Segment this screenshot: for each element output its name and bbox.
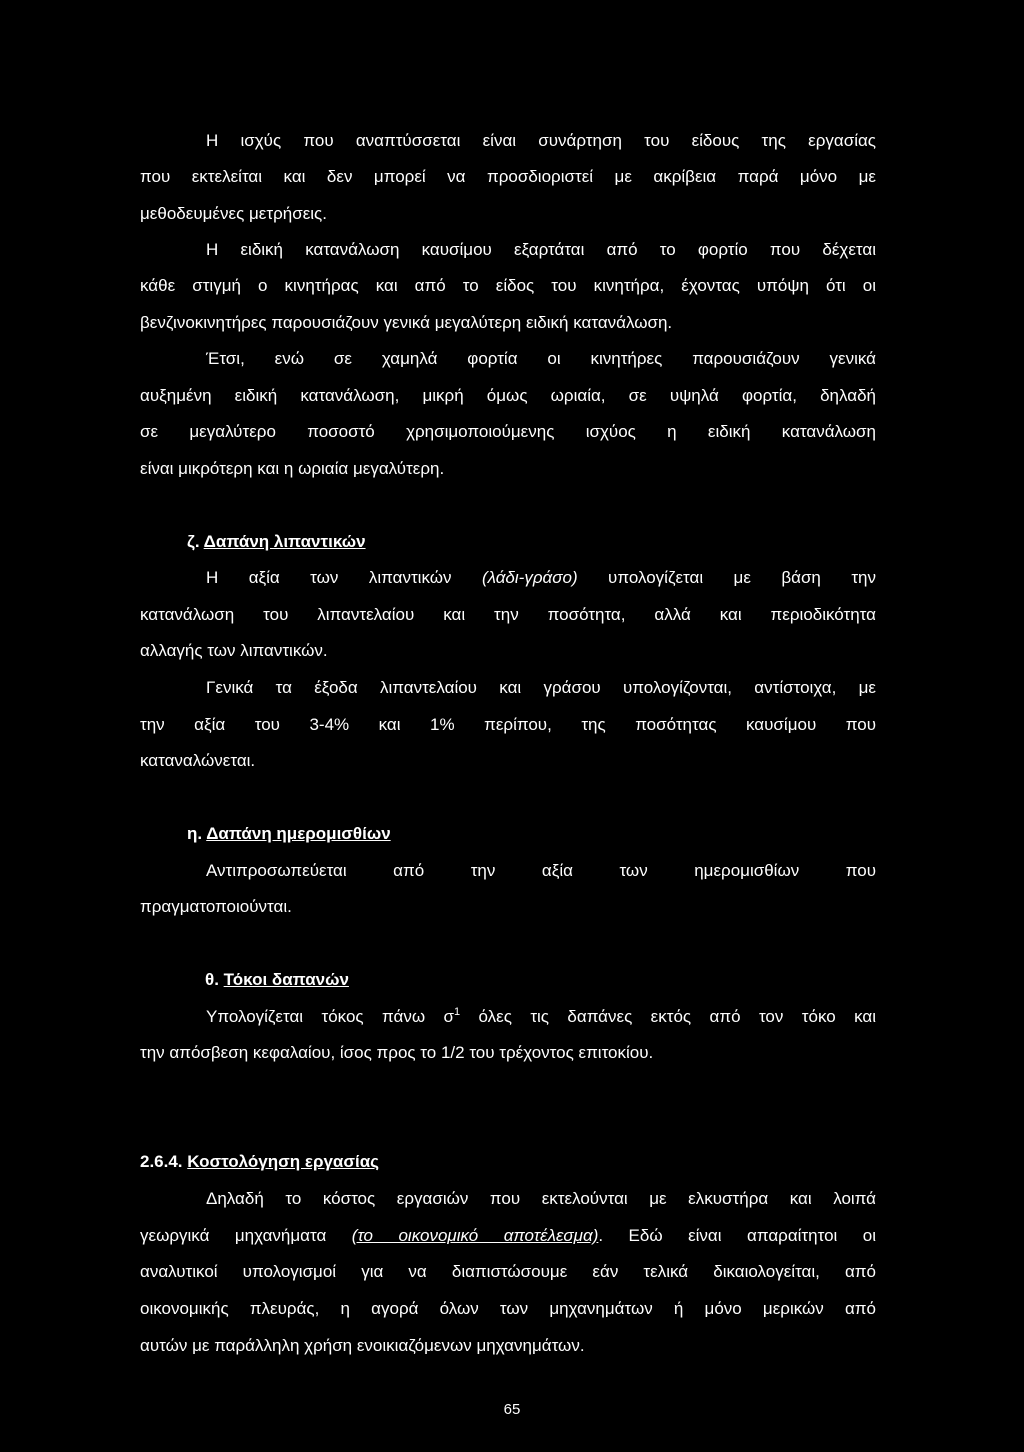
paragraph-line: Η ισχύς που αναπτύσσεται είναι συνάρτηση του είδους της εργασίας (206, 131, 876, 150)
paragraph-line: αυξημένη ειδική κατανάλωση, μικρή όμως ωριαία, σε υψηλά φορτία, δηλαδή (140, 386, 876, 405)
subsection-prefix: θ. (205, 970, 224, 989)
paragraph-line: καταναλώνεται. (140, 751, 256, 770)
subsection-heading-lubricants (187, 532, 876, 552)
italic-text-run: (το οικονομικό αποτέλεσμα) (351, 1226, 599, 1245)
subsection-prefix: ζ. (187, 532, 204, 551)
subsection-title: Δαπάνη ημερομισθίων (206, 824, 391, 843)
paragraph-line: την αξία του 3-4% και 1% περίπου, της ποσότητας καυσίμου που (140, 715, 876, 734)
paragraph-line: Δηλαδή το κόστος εργασιών που εκτελούνται με ελκυστήρα και λοιπά (206, 1189, 876, 1208)
paragraph-line: Αντιπροσωπεύεται από την αξία των ημερομισθίων που (206, 861, 876, 880)
paragraph-line: είναι μικρότερη και η ωριαία μεγαλύτερη. (140, 459, 445, 478)
paragraph-line: Έτσι, ενώ σε χαμηλά φορτία οι κινητήρες παρουσιάζουν γενικά (206, 349, 876, 368)
text-run: Υπολογίζεται τόκος πάνω σ (206, 1007, 454, 1026)
superscript: 1 (453, 1006, 461, 1018)
paragraph-line: οικονομικής πλευράς, η αγορά όλων των μηχανημάτων ή μόνο μερικών από (140, 1299, 876, 1318)
paragraph-line: μεθοδευμένες μετρήσεις. (140, 204, 327, 223)
subsection-heading-interest (205, 970, 876, 990)
italic-text-run: (λάδι-γράσο) (481, 568, 578, 587)
subsection-prefix: η. (187, 824, 207, 843)
section-title: Κοστολόγηση εργασίας (187, 1152, 380, 1171)
paragraph-line: Η ειδική κατανάλωση καυσίμου εξαρτάται από το φορτίο που δέχεται (206, 240, 876, 259)
paragraph-line: πραγματοποιούνται. (140, 897, 292, 916)
paragraph-line: αλλαγής των λιπαντικών. (140, 641, 328, 660)
paragraph-line: σε μεγαλύτερο ποσοστό χρησιμοποιούμενης ισχύος η ειδική κατανάλωση (140, 422, 876, 441)
text-run: . Εδώ είναι απαραίτητοι οι (598, 1226, 876, 1245)
section-number: 2.6.4. (140, 1152, 188, 1171)
paragraph-line (206, 1007, 876, 1027)
paragraph-line: κατανάλωση του λιπαντελαίου και την ποσότητα, αλλά και περιοδικότητα (140, 605, 876, 624)
paragraph-line: αυτών με παράλληλη χρήση ενοικιαζόμενων μηχανημάτων. (140, 1336, 585, 1355)
paragraph-line: την απόσβεση κεφαλαίου, ίσος προς το 1/2 του τρέχοντος επιτοκίου. (140, 1043, 654, 1062)
paragraph-line: Γενικά τα έξοδα λιπαντελαίου και γράσου υπολογίζονται, αντίστοιχα, με (206, 678, 876, 697)
paragraph-line (206, 568, 876, 588)
text-run: Η αξία των λιπαντικών (206, 568, 482, 587)
paragraph-line: κάθε στιγμή ο κινητήρας και από το είδος του κινητήρα, έχοντας υπόψη ότι οι (140, 276, 876, 295)
paragraph-line: που εκτελείται και δεν μπορεί να προσδιοριστεί με ακρίβεια παρά μόνο με (140, 167, 876, 186)
page-number: 65 (503, 1401, 521, 1418)
text-run: υπολογίζεται με βάση την (577, 568, 876, 587)
section-heading (140, 1152, 876, 1172)
subsection-title: Τόκοι δαπανών (223, 970, 349, 989)
paragraph-line (140, 1226, 876, 1246)
text-run: γεωργικά μηχανήματα (140, 1226, 352, 1245)
paragraph-line: αναλυτικοί υπολογισμοί για να διαπιστώσουμε εάν τελικά δικαιολογείται, από (140, 1262, 876, 1281)
text-run: όλες τις δαπάνες εκτός από τον τόκο και (460, 1007, 876, 1026)
subsection-heading-wages (187, 824, 876, 844)
subsection-title: Δαπάνη λιπαντικών (203, 532, 366, 551)
paragraph-line: βενζινοκινητήρες παρουσιάζουν γενικά μεγαλύτερη ειδική κατανάλωση. (140, 313, 673, 332)
